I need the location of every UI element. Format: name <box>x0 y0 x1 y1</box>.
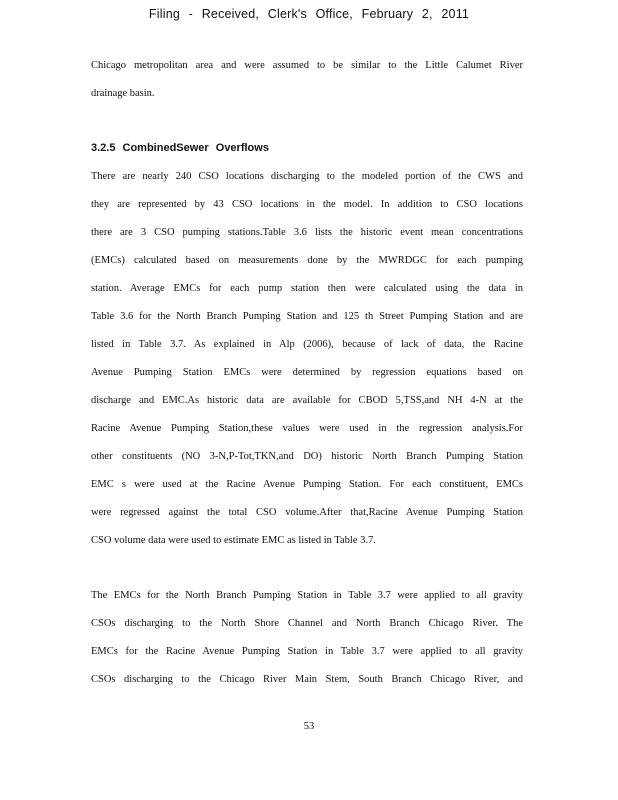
text-line: Chicago metropolitan area and were assumed to be similar to the Little Calumet River <box>91 60 523 71</box>
text-line: there are 3 CSO pumping stations.Table 3.6 lists the historic event mean concentrations <box>91 227 523 238</box>
text-line: other constituents (NO 3-N,P-Tot,TKN,and DO) historic North Branch Pumping Station <box>91 451 523 462</box>
text-line: (EMCs) calculated based on measurements done by the MWRDGC for each pumping <box>91 255 523 266</box>
text-line: Avenue Pumping Station EMCs were determined by regression equations based on <box>91 367 523 378</box>
text-line: they are represented by 43 CSO locations in the model. In addition to CSO locations <box>91 199 523 210</box>
page-number: 53 <box>303 721 315 732</box>
text-line: CSOs discharging to the North Shore Channel and North Branch Chicago River. The <box>91 618 523 629</box>
text-line: drainage basin. <box>91 88 155 99</box>
text-line: There are nearly 240 CSO locations discharging to the modeled portion of the CWS and <box>91 171 523 182</box>
text-line: The EMCs for the North Branch Pumping Station in Table 3.7 were applied to all gravity <box>91 590 523 601</box>
text-line: Table 3.6 for the North Branch Pumping Station and 125 th Street Pumping Station and are <box>91 311 523 322</box>
section-heading: 3.2.5 CombinedSewer Overflows <box>91 142 269 154</box>
text-line: EMC s were used at the Racine Avenue Pumping Station. For each constituent, EMCs <box>91 479 523 490</box>
text-line: listed in Table 3.7. As explained in Alp (2006), because of lack of data, the Racine <box>91 339 523 350</box>
filing-header: Filing - Received, Clerk's Office, February 2, 2011 <box>148 7 470 21</box>
text-line: station. Average EMCs for each pump station then were calculated using the data in <box>91 283 523 294</box>
text-line: CSO volume data were used to estimate EMC as listed in Table 3.7. <box>91 535 376 546</box>
text-line: EMCs for the Racine Avenue Pumping Station in Table 3.7 were applied to all gravity <box>91 646 523 657</box>
text-line: CSOs discharging to the Chicago River Main Stem, South Branch Chicago River, and <box>91 674 523 685</box>
text-line: were regressed against the total CSO volume.After that,Racine Avenue Pumping Station <box>91 507 523 518</box>
text-line: discharge and EMC.As historic data are available for CBOD 5,TSS,and NH 4-N at the <box>91 395 523 406</box>
text-line: Racine Avenue Pumping Station,these values were used in the regression analysis.For <box>91 423 523 434</box>
